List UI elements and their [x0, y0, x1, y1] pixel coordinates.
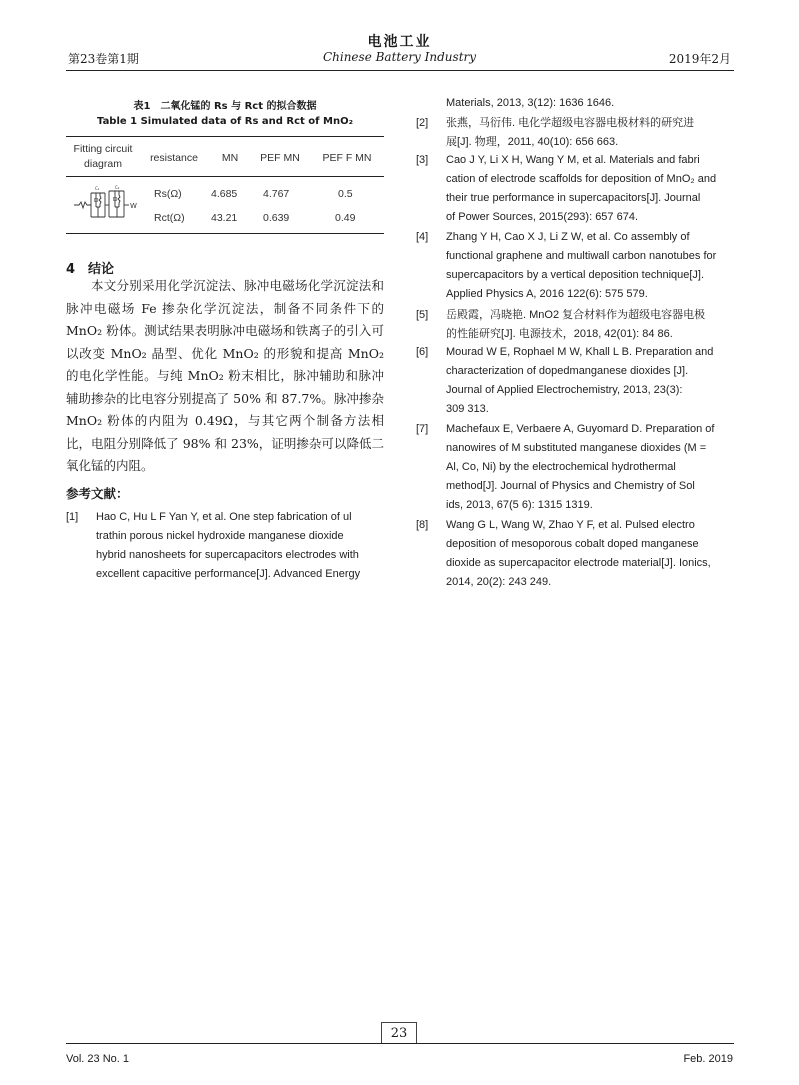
conclusion-paragraph: 本文分别采用化学沉淀法、脉冲电磁场化学沉淀法和脉冲电磁场 Fe 掺杂化学沉淀法，制备不同条件下的 MnO₂ 粉体。测试结果表明脉冲电磁场和铁离子的引入可以改变 MnO₂ 晶型、优化 MnO₂ 的形貌和提高 MnO₂ 的电化学性能。与纯 MnO₂ 粉末相比，脉冲辅助和脉冲辅助掺杂的比电容分别提高了 50% 和 87.7%。脉冲掺杂 MnO₂ 粉体的内阻为 0.49Ω，与其它两个制备方法相比，电阻分别降低了 98% 和 23%，证明掺杂可以降低二氧化锰的内阻。: [66, 278, 384, 473]
journal-title-en: Chinese Battery Industry: [322, 50, 477, 64]
table-cell: 4.767: [263, 188, 290, 200]
svg-text:W: W: [130, 202, 137, 210]
table-head-resistance: resistance: [150, 152, 198, 164]
equivalent-circuit-diagram: [72, 183, 136, 223]
table-head-mn: MN: [221, 152, 239, 164]
table-row-rs-label: Rs(Ω): [154, 188, 182, 200]
footer-volume: Vol. 23 No. 1: [66, 1053, 129, 1065]
table-mid-rule: [66, 176, 384, 177]
svg-text:C₁: C₁: [95, 186, 100, 191]
table-head-pef: PEF MN: [260, 152, 300, 164]
reference-item: [1] Hao C, Hu L F Yan Y, et al. One step fabrication of ul trathin porous nickel hydroxide manganese dioxide hybrid nanosheets for supercapacitors electrodes with excellent capacitive performance[J]. Advanced Energy: [66, 511, 361, 580]
table-top-rule: [66, 136, 384, 137]
footer-date: Feb. 2019: [683, 1053, 733, 1065]
page-number: 23: [381, 1022, 417, 1043]
table-cell: 43.21: [211, 212, 238, 224]
header-rule: [66, 70, 734, 71]
issue-date: 2019年2月: [668, 52, 731, 66]
table-row-rct-label: Rct(Ω): [154, 212, 185, 224]
table-caption-cn: 表1 二氧化锰的 Rs 与 Rct 的拟合数据: [133, 101, 317, 112]
volume-issue: 第23卷第1期: [68, 52, 139, 66]
journal-title: 电池工业: [367, 34, 432, 50]
table-bottom-rule: [66, 233, 384, 234]
table-cell: 0.5: [338, 188, 353, 200]
table-head-circuit: Fitting circuit diagram: [73, 143, 133, 170]
svg-text:C₂: C₂: [115, 185, 120, 190]
table-caption-en: Table 1 Simulated data of Rs and Rct of MnO₂: [97, 116, 353, 127]
section-heading-conclusion: 4 结论: [66, 262, 115, 277]
table-head-peff: PEF F MN: [322, 152, 372, 164]
table-cell: 4.685: [211, 188, 238, 200]
references-heading: 参考文献：: [66, 486, 129, 501]
table-cell: 0.49: [335, 212, 356, 224]
table-cell: 0.639: [263, 212, 290, 224]
